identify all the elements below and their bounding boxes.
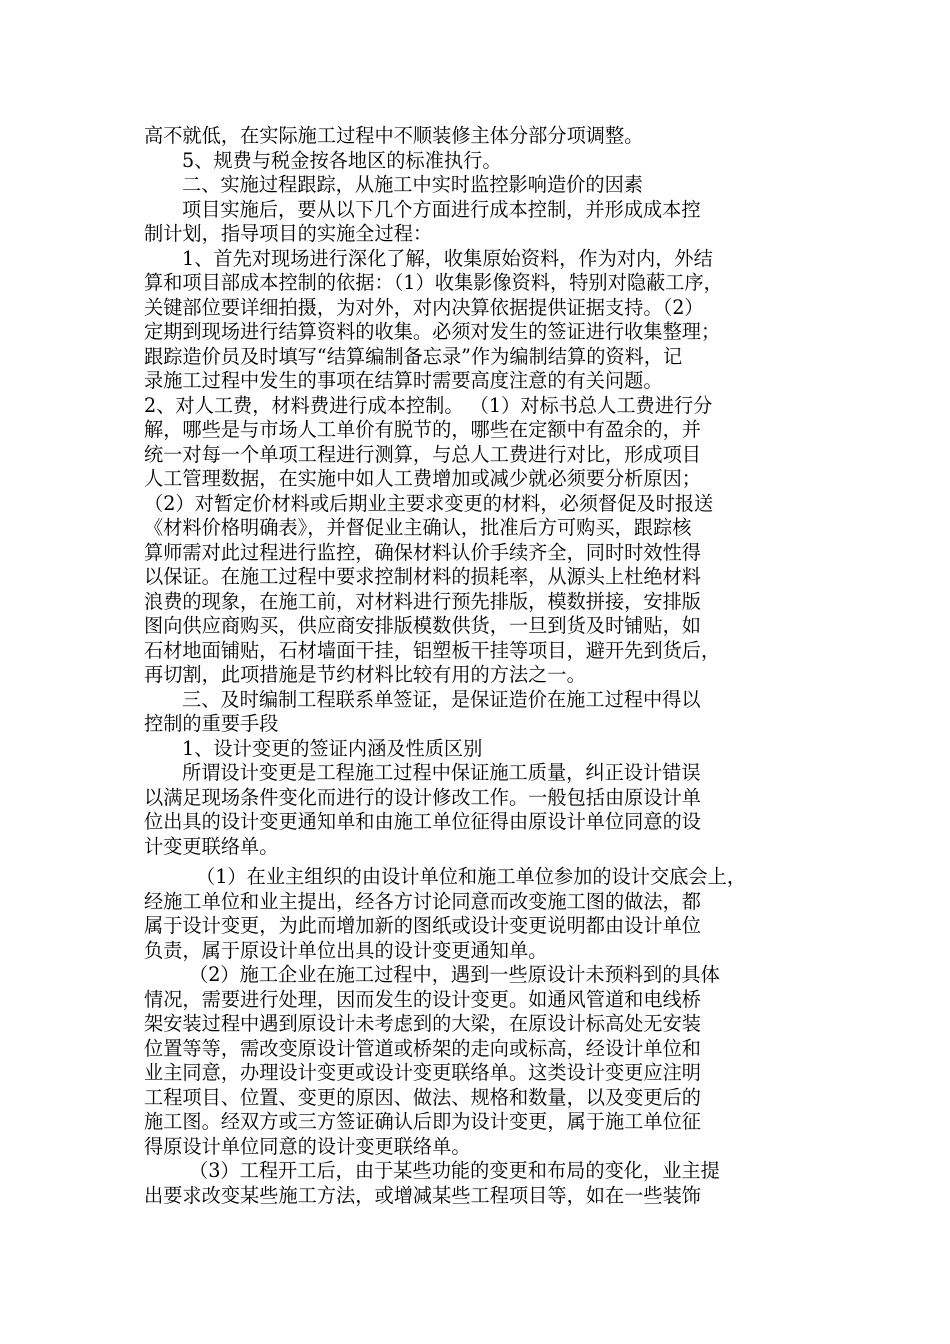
text-line: 人工管理数据，在实施中如人工费增加或减少就必须要分析原因； [144,467,702,490]
text-line: 得原设计单位同意的设计变更联络单。 [144,1134,471,1158]
text-line: 属于设计变更，为此而增加新的图纸或设计变更说明都由设计单位 [144,914,702,937]
text-line: 出要求改变某些施工方法，或增减某些工程项目等，如在一些装饰 [144,1183,702,1207]
list-item-2: 2、对人工费，材料费进行成本控制。 （1）对标书总人工费进行分 [144,393,713,417]
text-line: 工程项目、位置、变更的原因、做法、规格和数量，以及变更后的 [144,1085,702,1109]
text-line: 统一对每一个单项工程进行测算，与总人工费进行对比，形成项目 [144,442,702,466]
section-heading-2: 二、实施过程跟踪，从施工中实时监控影响造价的因素 [182,173,643,196]
text-line: 情况，需要进行处理，因而发生的设计变更。如通风管道和电线桥 [144,987,702,1011]
subsection-heading-1: 1、设计变更的签证内涵及性质区别 [182,736,483,760]
text-line: （2）对暂定价材料或后期业主要求变更的材料，必须督促及时报送 [144,491,714,515]
text-line: 项目实施后，要从以下几个方面进行成本控制，并形成成本控 [182,197,701,221]
text-line: 石材地面铺贴，石材墙面干挂，铝塑板干挂等项目，避开先到货后， [144,638,721,662]
text-line: 图向供应商购买，供应商安排版模数供货，一旦到货及时铺贴，如 [144,614,702,637]
text-line: 负责，属于原设计单位出具的设计变更通知单。 [144,938,548,962]
text-line: 高不就低，在实际施工过程中不顺装修主体分部分项调整。 [144,124,644,147]
text-line: 施工图。经双方或三方签证确认后即为设计变更，属于施工单位征 [144,1110,702,1133]
text-line: 制计划，指导项目的实施全过程： [144,222,433,245]
text-line: 架安装过程中遇到原设计未考虑到的大梁，在原设计标高处无安装 [144,1012,702,1035]
text-line: 以满足现场条件变化而进行的设计修改工作。一般包括由原设计单 [144,785,702,809]
text-line: 业主同意，办理设计变更或设计变更联络单。这类设计变更应注明 [144,1061,702,1084]
text-line: 位置等等，需改变原设计管道或桥架的走向或标高，经设计单位和 [144,1036,702,1060]
section-heading-3: 三、及时编制工程联系单签证，是保证造价在施工过程中得以 [182,687,701,711]
section-heading-3-cont: 控制的重要手段 [144,712,279,735]
text-line: 《材料价格明确表》，并督促业主确认，批准后方可购买，跟踪核 [144,516,692,539]
item-1-paragraph: （1）在业主组织的由设计单位和施工单位参加的设计交底会上， [196,865,747,888]
document-body [144,124,814,1208]
list-item-5: 5、规费与税金按各地区的标准执行。 [182,148,502,172]
text-line: 定期到现场进行结算资料的收集。必须对发生的签证进行收集整理； [144,320,721,343]
text-line: 以保证。在施工过程中要求控制材料的损耗率，从源头上杜绝材料 [144,565,702,588]
text-line: 浪费的现象，在施工前，对材料进行预先排版，模数拼接，安排版 [144,589,702,613]
text-line: 录施工过程中发生的事项在结算时需要高度注意的有关问题。 [144,369,663,392]
text-line: 经施工单位和业主提出，经各方讨论同意而改变施工图的做法，都 [144,889,702,913]
text-line: 位出具的设计变更通知单和由施工单位征得由原设计单位同意的设 [144,810,702,833]
text-line: 跟踪造价员及时填写“结算编制备忘录”作为编制结算的资料，记 [144,344,683,368]
list-item-1: 1、首先对现场进行深化了解，收集原始资料，作为对内，外结 [182,246,713,270]
text-line: 算师需对此过程进行监控，确保材料认价手续齐全，同时时效性得 [144,540,702,564]
item-3-paragraph: （3）工程开工后，由于某些功能的变更和布局的变化，业主提 [189,1159,720,1182]
text-line: 关键部位要详细拍摄，为对外，对内决算依据提供证据支持。（2） [144,295,704,319]
text-line: 所谓设计变更是工程施工过程中保证施工质量，纠正设计错误 [182,761,701,784]
text-line: 计变更联络单。 [144,834,279,858]
text-line: 再切割，此项措施是节约材料比较有用的方法之一。 [144,663,586,686]
text-line: 算和项目部成本控制的依据：（1）收集影像资料，特别对隐蔽工序， [144,271,723,294]
item-2-paragraph: （2）施工企业在施工过程中，遇到一些原设计未预料到的具体 [189,963,720,986]
text-line: 解，哪些是与市场人工单价有脱节的，哪些在定额中有盈余的，并 [144,418,702,441]
